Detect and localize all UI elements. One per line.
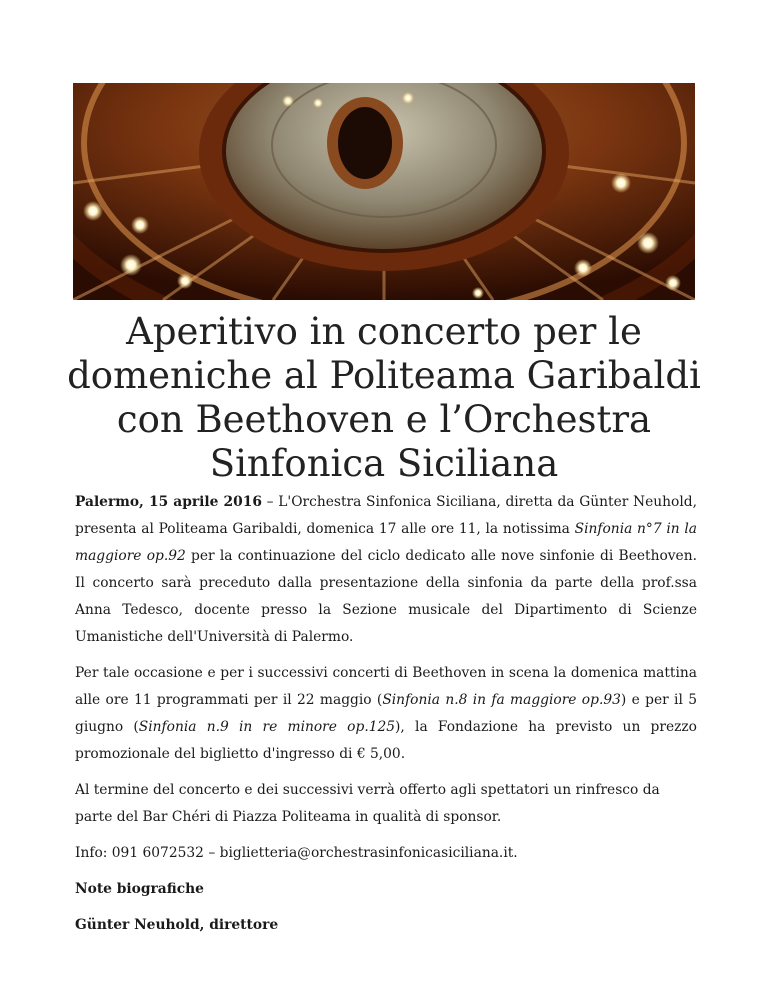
work-title-sinfonia-7: Sinfonia n°7 in la maggiore op.92 xyxy=(75,521,697,564)
heading-notes xyxy=(75,876,697,903)
program-text-b: ) e per il 5 giugno ( xyxy=(75,692,697,735)
program-text-a: Per tale occasione e per i successivi concerti di Beethoven in scena la domenica mattina alle ore 11 programmati per il 22 maggio ( xyxy=(75,665,697,708)
paragraph-sponsor: Al termine del concerto e dei successivi verrà offerto agli spettatori un rinfresco da parte del Bar Chéri di Piazza Politeama in qualità di sponsor. xyxy=(75,782,660,825)
work-title-sinfonia-9: Sinfonia n.9 in re minore op.125 xyxy=(138,719,396,735)
intro-text-a: – L'Orchestra Sinfonica Siciliana, diretta da Günter Neuhold, presenta al Politeama Garibaldi, domenica 17 alle ore 11, la notissima xyxy=(75,494,697,537)
intro-text-b: per la continuazione del ciclo dedicato alle nove sinfonie di Beethoven. Il concerto sarà preceduto dalla presentazione della sinfonia da parte della prof.ssa Anna Tedesco, docente presso la Sezione musicale del Dipartimento di Scienze Umanistiche dell'Università di Palermo. xyxy=(75,548,697,645)
heading-notes-text: Note biografiche xyxy=(75,881,204,897)
dateline: Palermo, 15 aprile 2016 xyxy=(75,494,262,510)
theater-ceiling-photo xyxy=(73,83,695,300)
page-title: Aperitivo in concerto per le domeniche al Politeama Garibaldi con Beethoven e l’Orchestra Sinfonica Siciliana xyxy=(67,310,701,485)
theater-ceiling-illustration xyxy=(73,83,695,300)
paragraph-info: Info: 091 6072532 – biglietteria@orchestrasinfonicasiciliana.it. xyxy=(75,845,518,861)
article-body xyxy=(75,489,697,948)
paragraph-intro xyxy=(75,489,697,651)
heading-conductor-text: Günter Neuhold, direttore xyxy=(75,917,279,933)
heading-conductor xyxy=(75,912,697,939)
work-title-sinfonia-8: Sinfonia n.8 in fa maggiore op.93 xyxy=(382,692,621,708)
paragraph-program xyxy=(75,660,697,768)
program-text-c: ), la Fondazione ha previsto un prezzo promozionale del biglietto d'ingresso di € 5,00. xyxy=(75,719,697,762)
